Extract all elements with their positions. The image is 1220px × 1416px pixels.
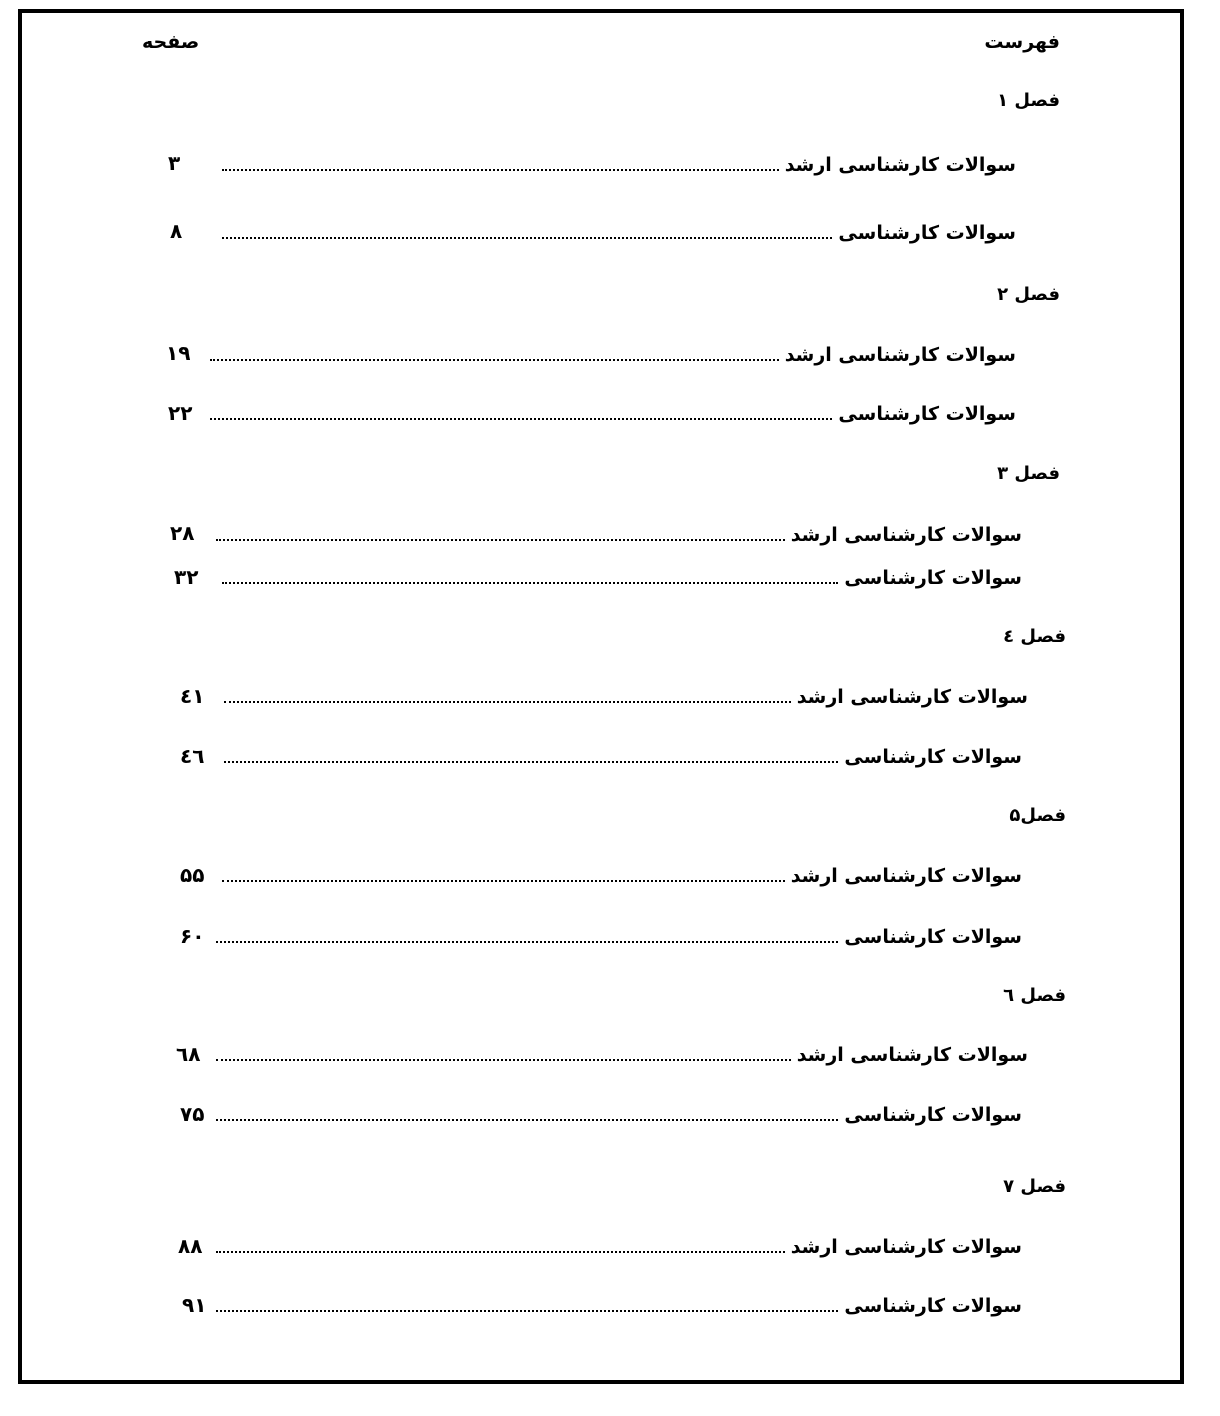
page-number: ۵۵ <box>180 863 205 887</box>
toc-entry[interactable] <box>204 342 1016 368</box>
dot-leader <box>216 1251 785 1253</box>
entry-label: سوالات کارشناسی <box>838 403 1016 425</box>
dot-leader <box>224 761 838 763</box>
entry-label: سوالات کارشناسی <box>838 222 1016 244</box>
toc-entry[interactable] <box>216 152 1016 178</box>
entry-label: سوالات کارشناسی ارشد <box>784 154 1016 176</box>
chapter-heading: فصل ۷ <box>1003 1176 1066 1197</box>
toc-entry[interactable] <box>218 684 1028 710</box>
toc-title: فهرست <box>984 31 1060 53</box>
dot-leader <box>222 169 779 171</box>
page-number: ۱۹ <box>166 341 191 365</box>
toc-entry[interactable] <box>216 565 1022 591</box>
chapter-heading: فصل ۳ <box>997 463 1060 484</box>
dot-leader <box>216 539 785 541</box>
dot-leader <box>224 701 791 703</box>
dot-leader <box>210 418 832 420</box>
entry-label: سوالات کارشناسی ارشد <box>790 1236 1022 1258</box>
dot-leader <box>216 1059 791 1061</box>
page-number: ۳ <box>168 151 181 175</box>
entry-label: سوالات کارشناسی <box>844 926 1022 948</box>
page-number: ۲۲ <box>168 401 193 425</box>
entry-label: سوالات کارشناسی <box>844 746 1022 768</box>
toc-entry[interactable] <box>210 1234 1022 1260</box>
toc-entry[interactable] <box>218 744 1022 770</box>
entry-label: سوالات کارشناسی ارشد <box>784 344 1016 366</box>
entry-label: سوالات کارشناسی <box>844 1104 1022 1126</box>
page-number: ۷۵ <box>180 1102 205 1126</box>
entry-label: سوالات کارشناسی ارشد <box>796 686 1028 708</box>
toc-entry[interactable] <box>210 1102 1022 1128</box>
page-number: ۸۸ <box>178 1234 203 1258</box>
page-number: ۸ <box>170 219 183 243</box>
page-number: ۲۸ <box>170 521 195 545</box>
dot-leader <box>222 237 832 239</box>
dot-leader <box>222 582 838 584</box>
entry-label: سوالات کارشناسی ارشد <box>790 865 1022 887</box>
page-number: ۶۰ <box>180 924 205 948</box>
page-column-label: صفحه <box>142 31 200 53</box>
page-number: ۹۱ <box>182 1293 207 1317</box>
dot-leader <box>210 359 779 361</box>
chapter-heading: فصل۵ <box>1009 805 1066 826</box>
chapter-heading: فصل ۲ <box>997 284 1060 305</box>
dot-leader <box>222 880 785 882</box>
dot-leader <box>216 941 838 943</box>
toc-entry[interactable] <box>210 1293 1022 1319</box>
entry-label: سوالات کارشناسی <box>844 1295 1022 1317</box>
toc-entry[interactable] <box>216 863 1022 889</box>
toc-entry[interactable] <box>216 220 1016 246</box>
chapter-heading: فصل ٦ <box>1003 985 1066 1006</box>
chapter-heading: فصل ٤ <box>1003 626 1066 647</box>
page-number: ٤١ <box>180 684 205 708</box>
page-number: ٤٦ <box>180 744 205 768</box>
entry-label: سوالات کارشناسی <box>844 567 1022 589</box>
toc-entry[interactable] <box>210 924 1022 950</box>
dot-leader <box>216 1310 838 1312</box>
toc-entry[interactable] <box>210 1042 1028 1068</box>
page-number: ٦٨ <box>176 1042 201 1066</box>
dot-leader <box>216 1119 838 1121</box>
chapter-heading: فصل ۱ <box>997 90 1060 111</box>
toc-entry[interactable] <box>210 522 1022 548</box>
page-number: ۳۲ <box>174 565 199 589</box>
toc-entry[interactable] <box>204 401 1016 427</box>
entry-label: سوالات کارشناسی ارشد <box>796 1044 1028 1066</box>
entry-label: سوالات کارشناسی ارشد <box>790 524 1022 546</box>
